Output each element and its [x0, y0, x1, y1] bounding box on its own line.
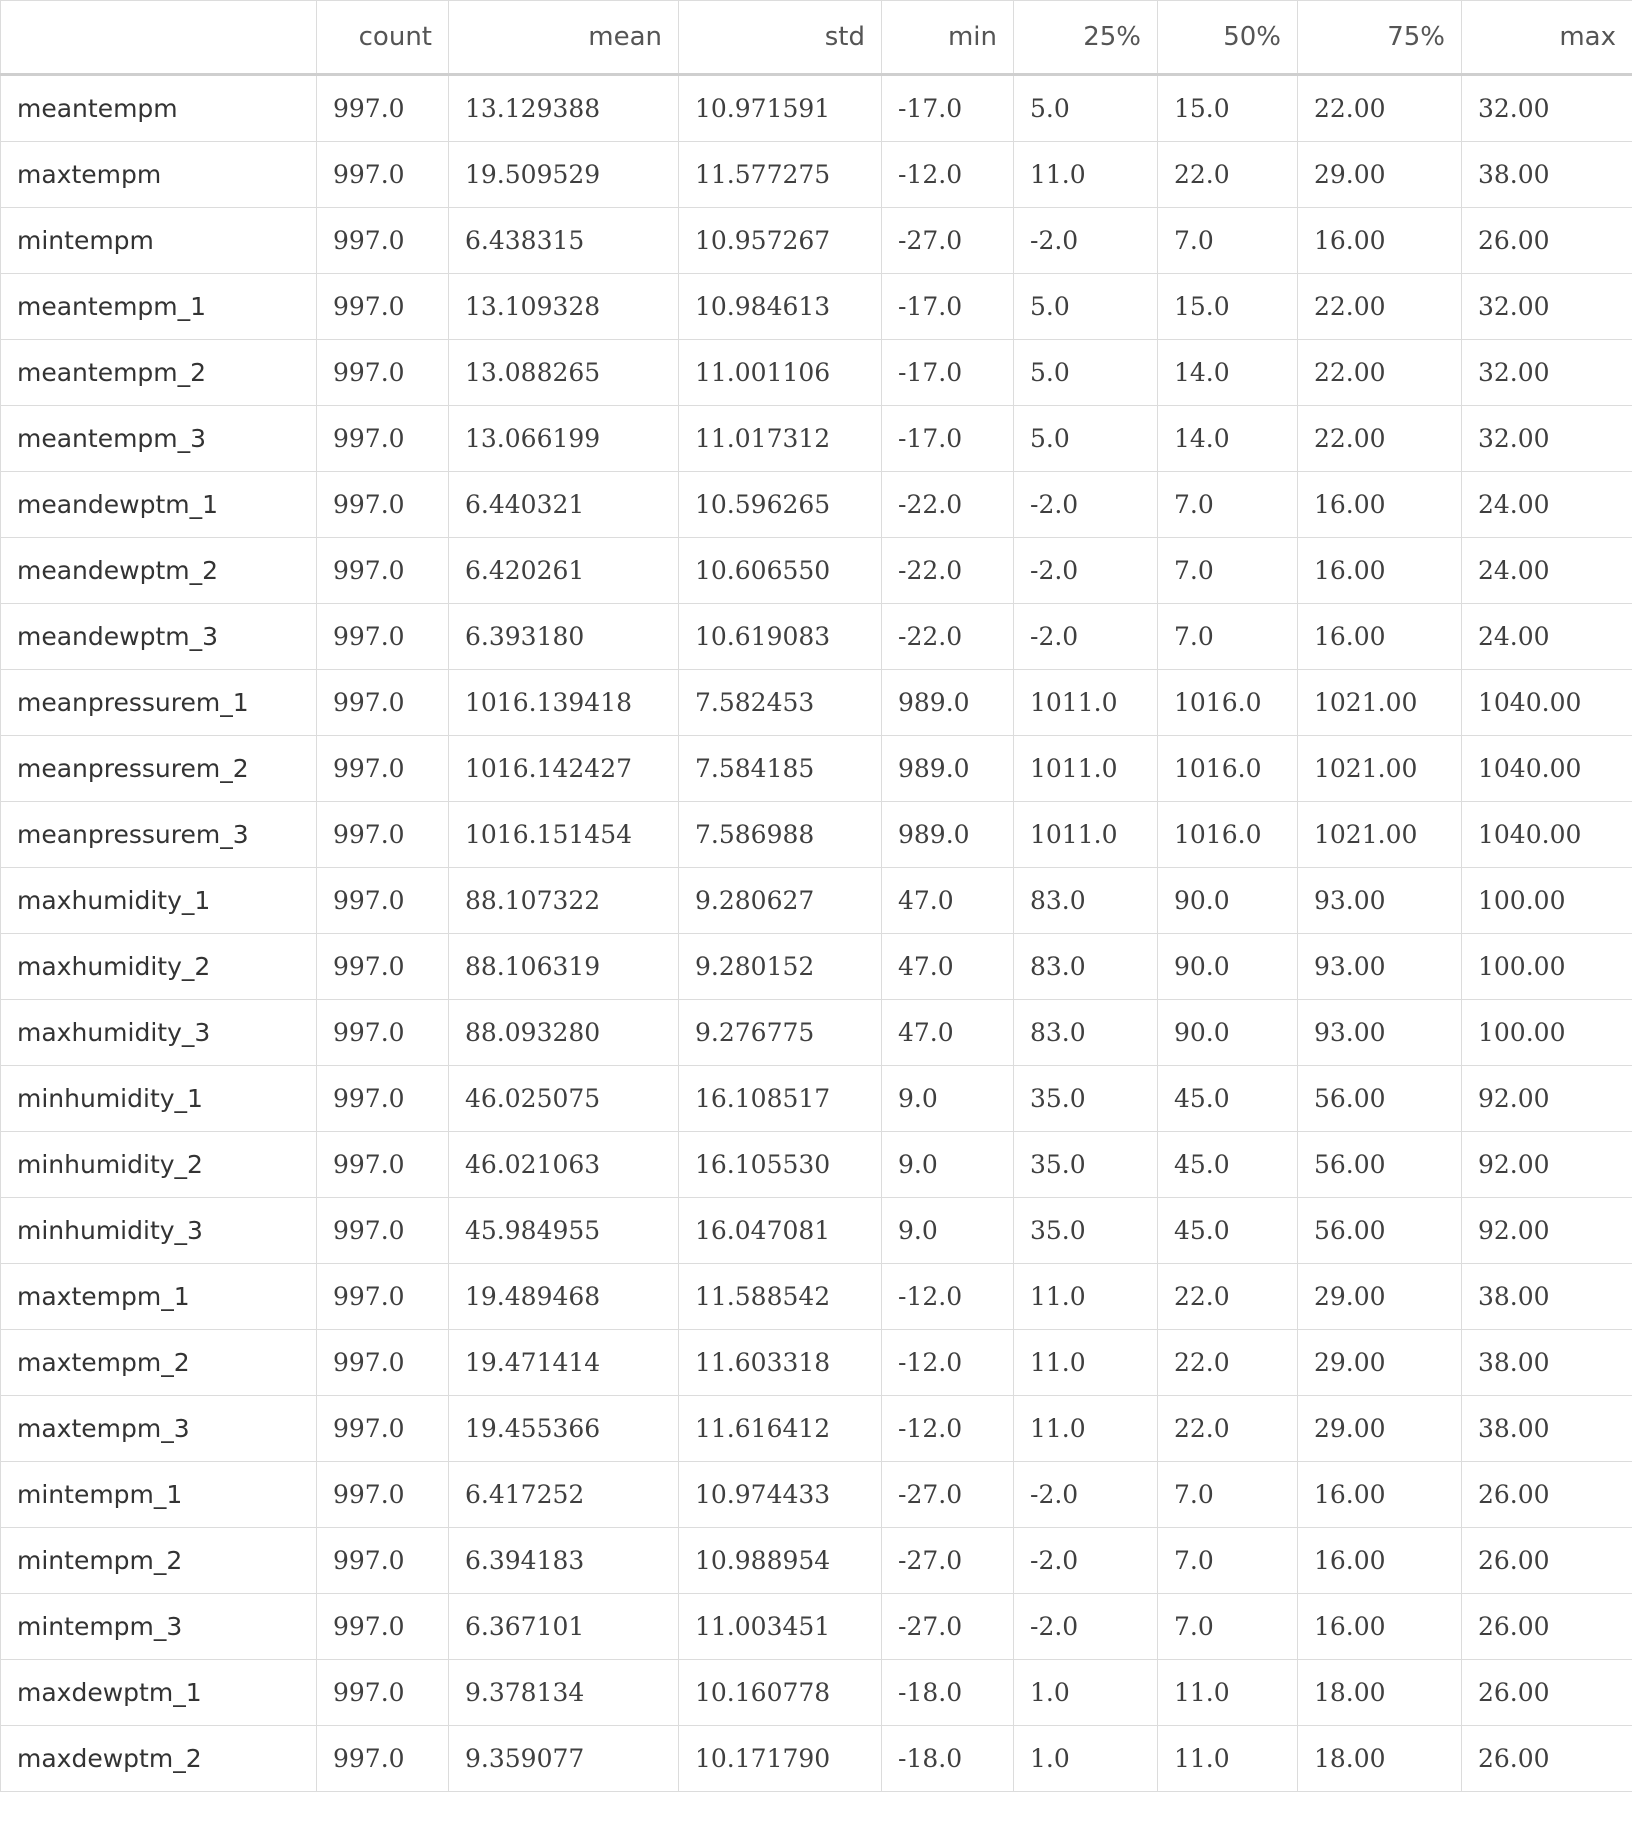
- cell-max: 38.00: [1462, 1264, 1632, 1330]
- cell-50pct: 7.0: [1158, 604, 1298, 670]
- cell-std: 10.160778: [679, 1660, 882, 1726]
- table-row: [1, 538, 1632, 604]
- row-label: meantempm_2: [1, 340, 317, 406]
- cell-50pct: 7.0: [1158, 1594, 1298, 1660]
- cell-count: 997.0: [317, 1264, 449, 1330]
- cell-50pct: 1016.0: [1158, 802, 1298, 868]
- cell-mean: 6.367101: [449, 1594, 679, 1660]
- row-label: maxdewptm_2: [1, 1726, 317, 1792]
- cell-std: 16.108517: [679, 1066, 882, 1132]
- cell-mean: 1016.151454: [449, 802, 679, 868]
- cell-std: 10.606550: [679, 538, 882, 604]
- header-cell-min: min: [882, 1, 1014, 75]
- cell-mean: 13.066199: [449, 406, 679, 472]
- cell-mean: 46.021063: [449, 1132, 679, 1198]
- cell-75pct: 18.00: [1298, 1726, 1462, 1792]
- cell-75pct: 16.00: [1298, 472, 1462, 538]
- cell-min: -12.0: [882, 142, 1014, 208]
- header-cell-mean: mean: [449, 1, 679, 75]
- cell-75pct: 16.00: [1298, 208, 1462, 274]
- cell-min: -17.0: [882, 340, 1014, 406]
- cell-std: 7.582453: [679, 670, 882, 736]
- cell-50pct: 90.0: [1158, 1000, 1298, 1066]
- header-cell-count: count: [317, 1, 449, 75]
- cell-count: 997.0: [317, 1726, 449, 1792]
- cell-count: 997.0: [317, 1396, 449, 1462]
- cell-std: 10.984613: [679, 274, 882, 340]
- table-header: [1, 1, 1632, 75]
- cell-max: 1040.00: [1462, 670, 1632, 736]
- cell-count: 997.0: [317, 1594, 449, 1660]
- row-label: maxtempm_3: [1, 1396, 317, 1462]
- cell-25pct: 1011.0: [1014, 802, 1158, 868]
- cell-75pct: 16.00: [1298, 1528, 1462, 1594]
- row-label: meantempm: [1, 75, 317, 142]
- cell-25pct: -2.0: [1014, 208, 1158, 274]
- cell-75pct: 56.00: [1298, 1198, 1462, 1264]
- cell-min: -22.0: [882, 538, 1014, 604]
- cell-max: 26.00: [1462, 1462, 1632, 1528]
- cell-75pct: 22.00: [1298, 75, 1462, 142]
- cell-min: 989.0: [882, 670, 1014, 736]
- row-label: maxtempm_1: [1, 1264, 317, 1330]
- cell-75pct: 1021.00: [1298, 736, 1462, 802]
- header-cell-75pct: 75%: [1298, 1, 1462, 75]
- cell-std: 7.584185: [679, 736, 882, 802]
- cell-mean: 9.359077: [449, 1726, 679, 1792]
- cell-mean: 6.420261: [449, 538, 679, 604]
- cell-max: 1040.00: [1462, 802, 1632, 868]
- cell-max: 32.00: [1462, 340, 1632, 406]
- table-row: [1, 1528, 1632, 1594]
- cell-max: 38.00: [1462, 1330, 1632, 1396]
- header-cell-50pct: 50%: [1158, 1, 1298, 75]
- cell-50pct: 22.0: [1158, 1264, 1298, 1330]
- cell-50pct: 7.0: [1158, 208, 1298, 274]
- cell-25pct: 35.0: [1014, 1132, 1158, 1198]
- cell-max: 100.00: [1462, 868, 1632, 934]
- cell-min: -17.0: [882, 75, 1014, 142]
- table-row: [1, 604, 1632, 670]
- row-label: meanpressurem_3: [1, 802, 317, 868]
- cell-std: 9.280627: [679, 868, 882, 934]
- header-row: [1, 1, 1632, 75]
- cell-25pct: -2.0: [1014, 604, 1158, 670]
- header-cell-max: max: [1462, 1, 1632, 75]
- cell-std: 10.974433: [679, 1462, 882, 1528]
- cell-75pct: 1021.00: [1298, 802, 1462, 868]
- cell-50pct: 1016.0: [1158, 670, 1298, 736]
- cell-max: 24.00: [1462, 538, 1632, 604]
- cell-50pct: 7.0: [1158, 1528, 1298, 1594]
- cell-25pct: -2.0: [1014, 1528, 1158, 1594]
- cell-50pct: 22.0: [1158, 1330, 1298, 1396]
- cell-min: -17.0: [882, 274, 1014, 340]
- cell-count: 997.0: [317, 1528, 449, 1594]
- cell-75pct: 93.00: [1298, 1000, 1462, 1066]
- cell-50pct: 22.0: [1158, 142, 1298, 208]
- cell-75pct: 22.00: [1298, 274, 1462, 340]
- cell-std: 10.171790: [679, 1726, 882, 1792]
- table-row: [1, 1264, 1632, 1330]
- cell-max: 26.00: [1462, 208, 1632, 274]
- cell-max: 92.00: [1462, 1066, 1632, 1132]
- cell-min: -12.0: [882, 1330, 1014, 1396]
- cell-75pct: 22.00: [1298, 340, 1462, 406]
- cell-count: 997.0: [317, 142, 449, 208]
- cell-mean: 46.025075: [449, 1066, 679, 1132]
- cell-max: 38.00: [1462, 1396, 1632, 1462]
- cell-mean: 19.471414: [449, 1330, 679, 1396]
- cell-25pct: 11.0: [1014, 1264, 1158, 1330]
- cell-50pct: 7.0: [1158, 1462, 1298, 1528]
- cell-mean: 88.106319: [449, 934, 679, 1000]
- cell-min: -12.0: [882, 1264, 1014, 1330]
- cell-std: 11.017312: [679, 406, 882, 472]
- cell-25pct: 83.0: [1014, 1000, 1158, 1066]
- cell-std: 9.276775: [679, 1000, 882, 1066]
- cell-min: -27.0: [882, 1462, 1014, 1528]
- row-label: maxtempm_2: [1, 1330, 317, 1396]
- cell-25pct: 11.0: [1014, 142, 1158, 208]
- cell-min: -27.0: [882, 208, 1014, 274]
- cell-min: -18.0: [882, 1660, 1014, 1726]
- cell-max: 26.00: [1462, 1594, 1632, 1660]
- row-label: meantempm_3: [1, 406, 317, 472]
- cell-25pct: -2.0: [1014, 1462, 1158, 1528]
- row-label: minhumidity_1: [1, 1066, 317, 1132]
- cell-max: 100.00: [1462, 1000, 1632, 1066]
- cell-count: 997.0: [317, 1066, 449, 1132]
- cell-25pct: 83.0: [1014, 934, 1158, 1000]
- table-row: [1, 1000, 1632, 1066]
- cell-50pct: 11.0: [1158, 1726, 1298, 1792]
- cell-25pct: -2.0: [1014, 472, 1158, 538]
- cell-count: 997.0: [317, 75, 449, 142]
- cell-min: 47.0: [882, 934, 1014, 1000]
- table-row: [1, 1726, 1632, 1792]
- cell-count: 997.0: [317, 1000, 449, 1066]
- table-row: [1, 208, 1632, 274]
- cell-50pct: 15.0: [1158, 274, 1298, 340]
- cell-mean: 6.440321: [449, 472, 679, 538]
- table-row: [1, 934, 1632, 1000]
- cell-max: 26.00: [1462, 1660, 1632, 1726]
- cell-std: 11.603318: [679, 1330, 882, 1396]
- row-label: maxdewptm_1: [1, 1660, 317, 1726]
- cell-25pct: 1.0: [1014, 1726, 1158, 1792]
- cell-25pct: 5.0: [1014, 406, 1158, 472]
- cell-count: 997.0: [317, 340, 449, 406]
- cell-75pct: 16.00: [1298, 1594, 1462, 1660]
- cell-min: -12.0: [882, 1396, 1014, 1462]
- cell-std: 11.001106: [679, 340, 882, 406]
- cell-mean: 88.107322: [449, 868, 679, 934]
- cell-mean: 13.088265: [449, 340, 679, 406]
- cell-std: 11.616412: [679, 1396, 882, 1462]
- cell-std: 7.586988: [679, 802, 882, 868]
- table-row: [1, 1066, 1632, 1132]
- cell-25pct: 5.0: [1014, 75, 1158, 142]
- cell-mean: 6.417252: [449, 1462, 679, 1528]
- cell-mean: 45.984955: [449, 1198, 679, 1264]
- header-cell-25pct: 25%: [1014, 1, 1158, 75]
- cell-75pct: 16.00: [1298, 1462, 1462, 1528]
- cell-min: 989.0: [882, 802, 1014, 868]
- cell-count: 997.0: [317, 736, 449, 802]
- cell-50pct: 7.0: [1158, 538, 1298, 604]
- cell-25pct: 83.0: [1014, 868, 1158, 934]
- cell-max: 26.00: [1462, 1726, 1632, 1792]
- cell-25pct: 1.0: [1014, 1660, 1158, 1726]
- cell-count: 997.0: [317, 274, 449, 340]
- cell-count: 997.0: [317, 1660, 449, 1726]
- cell-max: 100.00: [1462, 934, 1632, 1000]
- cell-75pct: 18.00: [1298, 1660, 1462, 1726]
- cell-count: 997.0: [317, 1132, 449, 1198]
- cell-75pct: 93.00: [1298, 868, 1462, 934]
- cell-50pct: 1016.0: [1158, 736, 1298, 802]
- cell-min: -27.0: [882, 1594, 1014, 1660]
- cell-mean: 6.393180: [449, 604, 679, 670]
- cell-count: 997.0: [317, 1330, 449, 1396]
- cell-mean: 6.394183: [449, 1528, 679, 1594]
- row-label: maxhumidity_1: [1, 868, 317, 934]
- table-row: [1, 1660, 1632, 1726]
- cell-std: 16.105530: [679, 1132, 882, 1198]
- cell-count: 997.0: [317, 472, 449, 538]
- cell-min: 9.0: [882, 1198, 1014, 1264]
- table-row: [1, 274, 1632, 340]
- cell-std: 10.596265: [679, 472, 882, 538]
- header-cell-std: std: [679, 1, 882, 75]
- table-row: [1, 736, 1632, 802]
- row-label: meandewptm_2: [1, 538, 317, 604]
- cell-count: 997.0: [317, 1462, 449, 1528]
- cell-min: -18.0: [882, 1726, 1014, 1792]
- cell-25pct: 35.0: [1014, 1198, 1158, 1264]
- table-row: [1, 1462, 1632, 1528]
- cell-75pct: 1021.00: [1298, 670, 1462, 736]
- cell-mean: 19.489468: [449, 1264, 679, 1330]
- cell-50pct: 45.0: [1158, 1132, 1298, 1198]
- cell-std: 16.047081: [679, 1198, 882, 1264]
- cell-min: 47.0: [882, 1000, 1014, 1066]
- cell-25pct: 5.0: [1014, 340, 1158, 406]
- cell-min: 989.0: [882, 736, 1014, 802]
- cell-count: 997.0: [317, 604, 449, 670]
- cell-max: 32.00: [1462, 406, 1632, 472]
- table-row: [1, 1330, 1632, 1396]
- table-row: [1, 472, 1632, 538]
- cell-mean: 6.438315: [449, 208, 679, 274]
- cell-75pct: 29.00: [1298, 1330, 1462, 1396]
- table-row: [1, 1396, 1632, 1462]
- cell-75pct: 22.00: [1298, 406, 1462, 472]
- cell-std: 10.988954: [679, 1528, 882, 1594]
- cell-max: 24.00: [1462, 472, 1632, 538]
- cell-count: 997.0: [317, 670, 449, 736]
- cell-75pct: 29.00: [1298, 142, 1462, 208]
- cell-max: 1040.00: [1462, 736, 1632, 802]
- cell-50pct: 90.0: [1158, 934, 1298, 1000]
- cell-count: 997.0: [317, 934, 449, 1000]
- table-row: [1, 75, 1632, 142]
- cell-min: 9.0: [882, 1066, 1014, 1132]
- cell-mean: 88.093280: [449, 1000, 679, 1066]
- cell-50pct: 7.0: [1158, 472, 1298, 538]
- row-label: maxhumidity_2: [1, 934, 317, 1000]
- row-label: mintempm_2: [1, 1528, 317, 1594]
- cell-mean: 13.109328: [449, 274, 679, 340]
- row-label: maxhumidity_3: [1, 1000, 317, 1066]
- cell-50pct: 90.0: [1158, 868, 1298, 934]
- cell-std: 10.619083: [679, 604, 882, 670]
- cell-mean: 9.378134: [449, 1660, 679, 1726]
- cell-50pct: 14.0: [1158, 340, 1298, 406]
- cell-min: 9.0: [882, 1132, 1014, 1198]
- cell-mean: 1016.142427: [449, 736, 679, 802]
- table-row: [1, 1132, 1632, 1198]
- cell-25pct: -2.0: [1014, 538, 1158, 604]
- cell-mean: 19.455366: [449, 1396, 679, 1462]
- row-label: maxtempm: [1, 142, 317, 208]
- cell-max: 92.00: [1462, 1198, 1632, 1264]
- cell-count: 997.0: [317, 538, 449, 604]
- cell-max: 92.00: [1462, 1132, 1632, 1198]
- row-label: meantempm_1: [1, 274, 317, 340]
- cell-75pct: 56.00: [1298, 1132, 1462, 1198]
- cell-count: 997.0: [317, 208, 449, 274]
- row-label: mintempm_3: [1, 1594, 317, 1660]
- cell-std: 11.588542: [679, 1264, 882, 1330]
- cell-std: 9.280152: [679, 934, 882, 1000]
- cell-25pct: 11.0: [1014, 1330, 1158, 1396]
- cell-75pct: 56.00: [1298, 1066, 1462, 1132]
- table-row: [1, 802, 1632, 868]
- cell-25pct: 5.0: [1014, 274, 1158, 340]
- cell-50pct: 15.0: [1158, 75, 1298, 142]
- row-label: mintempm: [1, 208, 317, 274]
- cell-count: 997.0: [317, 1198, 449, 1264]
- table-row: [1, 670, 1632, 736]
- cell-min: -22.0: [882, 604, 1014, 670]
- table-row: [1, 406, 1632, 472]
- cell-mean: 1016.139418: [449, 670, 679, 736]
- cell-25pct: 1011.0: [1014, 736, 1158, 802]
- cell-75pct: 16.00: [1298, 538, 1462, 604]
- cell-min: -22.0: [882, 472, 1014, 538]
- cell-50pct: 14.0: [1158, 406, 1298, 472]
- row-label: minhumidity_3: [1, 1198, 317, 1264]
- cell-std: 10.957267: [679, 208, 882, 274]
- table-row: [1, 1594, 1632, 1660]
- table-row: [1, 142, 1632, 208]
- cell-25pct: 35.0: [1014, 1066, 1158, 1132]
- cell-50pct: 45.0: [1158, 1198, 1298, 1264]
- cell-min: 47.0: [882, 868, 1014, 934]
- cell-mean: 13.129388: [449, 75, 679, 142]
- cell-25pct: 1011.0: [1014, 670, 1158, 736]
- table-row: [1, 340, 1632, 406]
- cell-max: 26.00: [1462, 1528, 1632, 1594]
- cell-75pct: 29.00: [1298, 1264, 1462, 1330]
- row-label: meanpressurem_1: [1, 670, 317, 736]
- cell-min: -27.0: [882, 1528, 1014, 1594]
- table-body: [1, 75, 1632, 1792]
- table-row: [1, 868, 1632, 934]
- cell-max: 32.00: [1462, 75, 1632, 142]
- cell-mean: 19.509529: [449, 142, 679, 208]
- cell-count: 997.0: [317, 868, 449, 934]
- cell-25pct: -2.0: [1014, 1594, 1158, 1660]
- header-cell-index: [1, 1, 317, 75]
- row-label: meanpressurem_2: [1, 736, 317, 802]
- cell-std: 11.003451: [679, 1594, 882, 1660]
- cell-max: 24.00: [1462, 604, 1632, 670]
- row-label: mintempm_1: [1, 1462, 317, 1528]
- cell-count: 997.0: [317, 802, 449, 868]
- table-row: [1, 1198, 1632, 1264]
- cell-min: -17.0: [882, 406, 1014, 472]
- cell-max: 38.00: [1462, 142, 1632, 208]
- row-label: meandewptm_1: [1, 472, 317, 538]
- row-label: meandewptm_3: [1, 604, 317, 670]
- cell-75pct: 29.00: [1298, 1396, 1462, 1462]
- cell-75pct: 16.00: [1298, 604, 1462, 670]
- cell-75pct: 93.00: [1298, 934, 1462, 1000]
- cell-count: 997.0: [317, 406, 449, 472]
- row-label: minhumidity_2: [1, 1132, 317, 1198]
- cell-std: 10.971591: [679, 75, 882, 142]
- cell-max: 32.00: [1462, 274, 1632, 340]
- cell-std: 11.577275: [679, 142, 882, 208]
- cell-50pct: 22.0: [1158, 1396, 1298, 1462]
- cell-50pct: 45.0: [1158, 1066, 1298, 1132]
- cell-50pct: 11.0: [1158, 1660, 1298, 1726]
- cell-25pct: 11.0: [1014, 1396, 1158, 1462]
